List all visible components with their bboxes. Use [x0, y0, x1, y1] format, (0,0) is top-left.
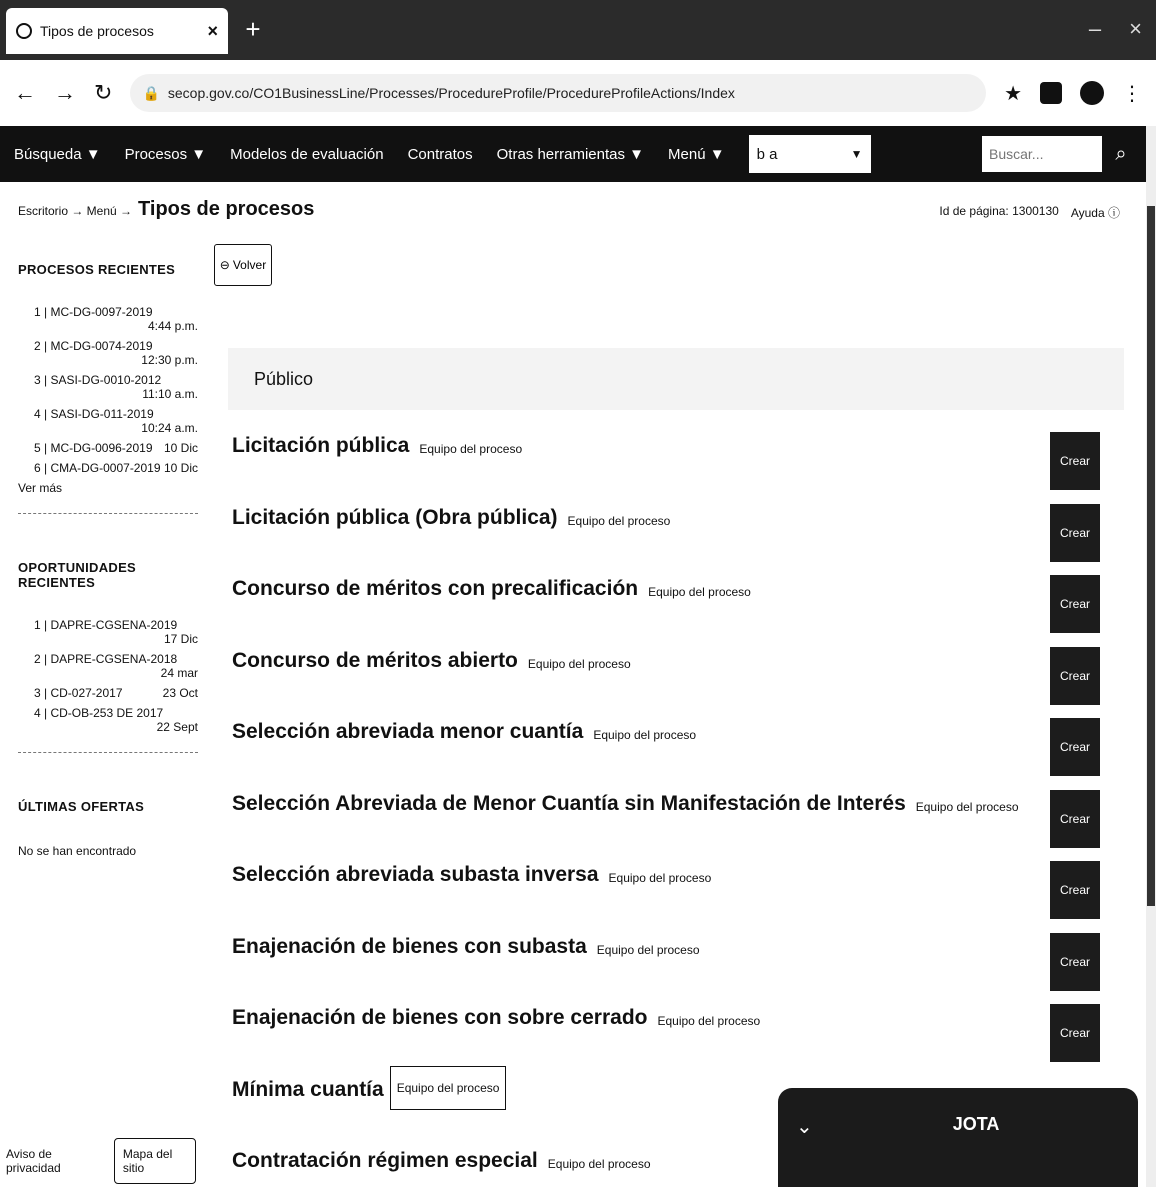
- url-field[interactable]: [130, 74, 986, 112]
- create-button[interactable]: Crear: [1050, 790, 1100, 848]
- chevron-down-icon[interactable]: ⌄: [796, 1116, 813, 1138]
- recent-opportunities-list: [18, 618, 198, 734]
- extension-icon[interactable]: [1040, 82, 1062, 104]
- favicon-icon: [16, 23, 32, 39]
- help-link[interactable]: Ayuda ⓘ: [1070, 206, 1120, 220]
- create-button[interactable]: Crear: [1050, 432, 1100, 490]
- create-button[interactable]: Crear: [1050, 933, 1100, 991]
- site-search-input[interactable]: [982, 136, 1102, 172]
- left-sidebar: [18, 262, 198, 858]
- create-button[interactable]: Crear: [1050, 718, 1100, 776]
- privacy-link[interactable]: Aviso de privacidad: [6, 1147, 61, 1175]
- create-button[interactable]: Crear: [1050, 504, 1100, 562]
- entity-select[interactable]: [749, 135, 871, 173]
- process-team-link[interactable]: Equipo del proceso: [527, 656, 631, 671]
- window-controls: [1089, 16, 1142, 42]
- list-item[interactable]: 4 | CD-OB-253 DE 2017 22 Sept: [34, 706, 198, 734]
- search-icon[interactable]: ⌕: [1115, 142, 1127, 165]
- list-item[interactable]: 2 | DAPRE-CGSENA-2018 24 mar: [34, 652, 198, 680]
- site-search: [982, 136, 1140, 172]
- nav-contratos[interactable]: Contratos: [407, 145, 473, 163]
- section-header: [228, 348, 1124, 410]
- list-item[interactable]: 4 | SASI-DG-011-2019 10:24 a.m.: [34, 407, 198, 435]
- process-team-link[interactable]: Equipo del proceso: [608, 871, 712, 885]
- nav-otras-herramientas[interactable]: Otras herramientas ▼: [496, 145, 645, 163]
- process-team-link[interactable]: Equipo del proceso: [657, 1014, 761, 1028]
- create-button[interactable]: Crear: [1050, 647, 1100, 705]
- create-button[interactable]: Crear: [1050, 861, 1100, 919]
- star-icon[interactable]: ★: [1004, 82, 1022, 105]
- new-tab-icon[interactable]: +: [245, 14, 261, 44]
- chat-widget[interactable]: [778, 1088, 1138, 1187]
- close-window-icon[interactable]: ×: [1129, 16, 1142, 41]
- list-item[interactable]: 1 | MC-DG-0097-2019 4:44 p.m.: [34, 305, 198, 333]
- process-team-link[interactable]: Equipo del proceso: [547, 1157, 651, 1171]
- process-name: Mínima cuantía: [232, 1077, 384, 1101]
- process-name: Enajenación de bienes con sobre cerrado: [232, 1006, 648, 1029]
- process-name: Contratación régimen especial: [232, 1149, 538, 1172]
- process-row: [232, 716, 1112, 788]
- latest-offers-title: ÚLTIMAS OFERTAS: [18, 799, 145, 814]
- list-item[interactable]: 6 | CMA-DG-0007-2019 10 Dic: [34, 461, 198, 475]
- page-title: Tipos de procesos: [138, 198, 315, 220]
- process-team-link[interactable]: Equipo del proceso: [390, 1066, 507, 1110]
- process-row: [232, 573, 1112, 645]
- recent-processes-title: PROCESOS RECIENTES: [18, 262, 176, 277]
- process-row: [232, 1002, 1112, 1074]
- recent-processes-list: [18, 305, 198, 495]
- create-button[interactable]: Crear: [1050, 1004, 1100, 1062]
- process-row: [232, 430, 1112, 502]
- process-row: [232, 859, 1112, 931]
- back-arrow-icon[interactable]: ←: [14, 80, 36, 105]
- breadcrumb: [18, 198, 314, 221]
- nav-modelos-evaluacion[interactable]: Modelos de evaluación: [230, 145, 384, 163]
- entity-select-value: b a: [756, 145, 778, 163]
- forward-arrow-icon[interactable]: →: [54, 80, 76, 105]
- page-meta: [939, 204, 1120, 221]
- recent-opportunities-title: OPORTUNIDADES RECIENTES: [18, 560, 137, 590]
- process-name: Selección abreviada subasta inversa: [232, 863, 599, 886]
- process-name: Selección Abreviada de Menor Cuantía sin Manifestación de Interés: [232, 791, 906, 815]
- back-button[interactable]: [214, 244, 272, 286]
- address-bar-row: [0, 60, 1156, 126]
- nav-procesos[interactable]: Procesos ▼: [124, 145, 207, 163]
- list-item[interactable]: 3 | SASI-DG-0010-2012 11:10 a.m.: [34, 373, 198, 401]
- profile-avatar[interactable]: [1080, 81, 1104, 105]
- nav-menu[interactable]: Menú ▼: [668, 145, 725, 163]
- process-name: Licitación pública: [232, 434, 410, 457]
- process-row: [232, 645, 1112, 717]
- back-circle-icon: ⊖: [219, 258, 230, 272]
- reload-icon[interactable]: ↻: [94, 80, 113, 105]
- browser-tab-strip: [0, 0, 1156, 60]
- process-team-link[interactable]: Equipo del proceso: [648, 585, 751, 599]
- minimize-icon[interactable]: –: [1088, 16, 1102, 41]
- process-name: Enajenación de bienes con subasta: [232, 934, 587, 958]
- lock-icon: 🔒: [142, 84, 160, 101]
- help-icon: ⓘ: [1107, 206, 1120, 220]
- process-team-link[interactable]: Equipo del proceso: [593, 728, 697, 742]
- back-button-label: Volver: [232, 258, 267, 272]
- process-type-list: [232, 430, 1112, 1187]
- process-team-link[interactable]: Equipo del proceso: [596, 942, 700, 957]
- create-button[interactable]: Crear: [1050, 575, 1100, 633]
- process-team-link[interactable]: Equipo del proceso: [567, 513, 671, 528]
- left-footer: [6, 1138, 196, 1184]
- browser-tab[interactable]: [6, 8, 228, 54]
- tab-title: Tipos de procesos: [40, 23, 154, 39]
- divider: [18, 752, 198, 753]
- list-item[interactable]: 3 | CD-027-2017 23 Oct: [34, 686, 198, 700]
- nav-busqueda[interactable]: Búsqueda ▼: [14, 145, 101, 163]
- process-row: [232, 788, 1112, 860]
- latest-offers-empty: No se han encontrado: [18, 844, 137, 858]
- page-id: Id de página: 1300130: [939, 204, 1059, 218]
- url-text: secop.gov.co/CO1BusinessLine/Processes/ProcedureProfile/ProcedureProfileActions/Index: [167, 85, 735, 101]
- process-row: [232, 502, 1112, 574]
- process-name: Concurso de méritos con precalificación: [232, 577, 639, 600]
- site-navigation: [0, 126, 1146, 182]
- see-more-link[interactable]: Ver más: [18, 481, 63, 495]
- page-scrollbar[interactable]: [1146, 126, 1156, 1187]
- process-name: Selección abreviada menor cuantía: [232, 720, 584, 743]
- process-name: Licitación pública (Obra pública): [232, 505, 558, 529]
- close-tab-icon[interactable]: ×: [207, 20, 218, 41]
- divider: [18, 513, 198, 514]
- sitemap-button[interactable]: Mapa del sitio: [114, 1138, 196, 1184]
- breadcrumb-path[interactable]: Escritorio → Menú →: [18, 204, 133, 218]
- process-team-link[interactable]: Equipo del proceso: [915, 799, 1019, 814]
- browser-menu-icon[interactable]: ⋮: [1122, 82, 1142, 105]
- chat-agent-name: JOTA: [952, 1114, 1000, 1134]
- section-title: Público: [254, 368, 314, 389]
- process-name: Concurso de méritos abierto: [232, 648, 518, 672]
- list-item[interactable]: 2 | MC-DG-0074-2019 12:30 p.m.: [34, 339, 198, 367]
- list-item[interactable]: 5 | MC-DG-0096-2019 10 Dic: [34, 441, 198, 455]
- list-item[interactable]: 1 | DAPRE-CGSENA-2019 17 Dic: [34, 618, 198, 646]
- process-row: [232, 931, 1112, 1003]
- process-team-link[interactable]: Equipo del proceso: [419, 442, 523, 456]
- chevron-down-icon: ▼: [850, 147, 863, 161]
- scrollbar-thumb[interactable]: [1147, 206, 1155, 906]
